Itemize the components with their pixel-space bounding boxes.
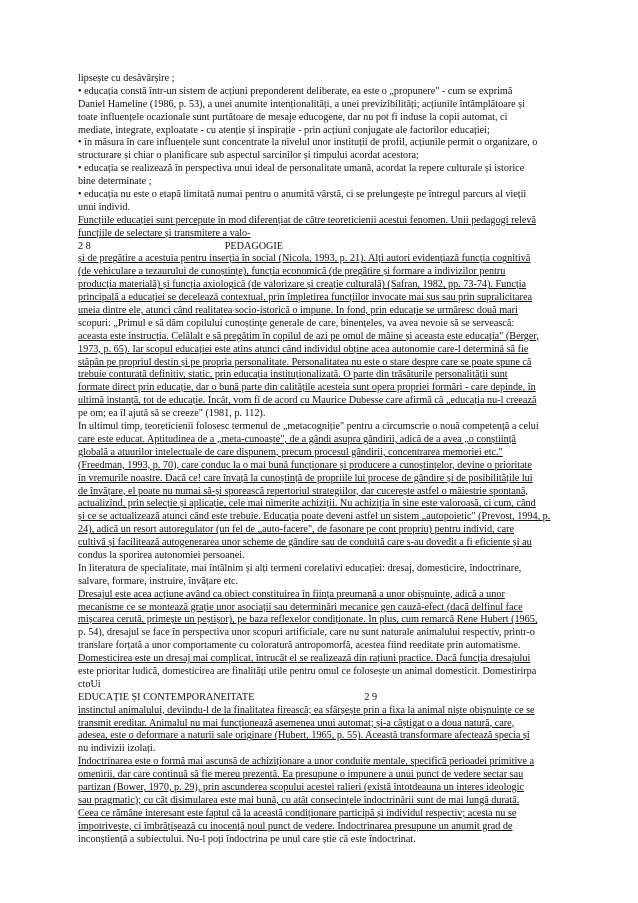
text-line: toate influențele ocazionale sunt purtătoare de mesaje educogene, dar nu pot fi induse la copii automat, ci — [78, 111, 508, 123]
text-line: translare forțată a unor comportamente cu coloratură antropomorfă, acestea fiind reeditate prin automatisme. — [78, 640, 521, 652]
text-line: • educația nu este o etapă limitată numai pentru o anumită vârstă, ci se prelungește pe întregul parcurs al vieții — [78, 189, 527, 201]
text-line: formate direct prin educație, dar o bună parte din calitățile acesteia sunt opera propriei formări - care depinde, în — [78, 382, 536, 394]
text-block-3 — [78, 705, 568, 847]
text-line: uneia dintre ele, atunci când realitatea socio-istorică o impune. În fond, prin educație se urmăresc două mari — [78, 305, 518, 317]
text-line: mișcarea cerută, primește un peștișor), pe baza reflexelor condiționate. În plus, cum remarcă Rene Hubert (1965, — [78, 614, 538, 626]
text-line: lipsește cu desăvârșire ; — [78, 73, 175, 84]
text-line: producția materială) și funcția axiologică (de valorizare și creație culturală) (Safran, 1982, pp. 73-74). Funcția — [78, 279, 527, 291]
text-line: trebuie conturată definitiv, static, prin educația instituționalizată. O parte din trăsăturile personalității sunt — [78, 369, 508, 381]
text-line: bine determinate ; — [78, 176, 152, 188]
text-line: actualizînd, prin selecție și aplicație, cele mai nimerite achiziții. Nu achiziția în sine este valoroasă, ci cum, când — [78, 498, 536, 510]
text-line: omenirii, dar care continuă să fie mereu prezentă. Ea presupune o impunere a unui punct de vedere sectar sau — [78, 769, 524, 781]
text-line: (Freedman, 1993, p. 70), care conduc la o mai bună funcționare și producere a cunoștințelor, devine o prioritate — [78, 459, 532, 471]
text-line: globală a atuurilor intelectuale de care dispunem, precum procesul gândirii, concentrarea memoriei etc." — [78, 446, 503, 458]
text-line: principală a educației se deceleazā contextual, prin împletirea funcțiilor invocate mai sus sau prin supralicitarea — [78, 292, 532, 304]
text-line: care este educat. Aptitudinea de a „meta-cunoaște", de a gândi asupra gândirii, adică de a avea „o conștiință — [78, 433, 517, 445]
text-line: 1973, p. 65). Iar scopul educației este atins atunci când individul obține acea autonomie care-l determină să fie — [78, 343, 529, 355]
text-line: condus la sporirea autonomiei persoanei. — [78, 549, 245, 561]
text-line: și de pregătire a acestuia pentru inserția în social (Nicola, 1993, p. 21). Alți autori evidențiază funcția cognitivă — [78, 253, 531, 265]
text-line: Dresajul este acea acțiune având ca obiect constituirea în ființa preumană a unor obișnuințe, adică a unor — [78, 588, 505, 600]
text-line: este prioritar ludică, domesticirea are finalități utile pentru omul ce folosește un animal domesticit. Domestirirpa — [78, 665, 537, 677]
text-line: instinctul animalului, deviindu-l de la finalitatea firească; ea sfârșește prin a fixa la animal niște obișnuințe ce se — [78, 704, 535, 716]
text-line: în vremurile noastre. Dacă ce! care învață la cunoștință de propriile lui procese de gândire și de posibilitățile lui — [78, 472, 533, 484]
text-line: de învățare, el poate nu numai să-și sporească repertoriul strategiilor, dar cucerește astfel o măiestrie spontană, — [78, 485, 528, 497]
text-line: • educația constă într-un sistem de acțiuni preponderent deliberate, ea este o „propunere" - cum se exprimă — [78, 85, 513, 97]
text-line: unui individ. — [78, 201, 131, 213]
text-line: stăpân pe propriul destin și pe propria personalitate. Personalitatea nu este o stare despre care se poate spune că — [78, 356, 532, 368]
text-line: mediate, integrate, exploatate - cu atenție și inspirație - prin acțiuni conjugate ale factorilor educației; — [78, 124, 490, 136]
text-line: În literatura de specialitate, mai întâlnim și alți termeni corelativi educației: dresaj, domesticire, îndoctrinare, — [78, 562, 522, 574]
text-line: adesea, este o deformare a naturii sale originare (Hubert, 1965, p. 55). Această transformare afectează specia și — [78, 730, 530, 742]
text-line: • în măsura în care influențele sunt concentrate la nivelul unor instituții de profil, acțiunile permit o organizare, o — [78, 137, 538, 149]
text-line: aceasta este instrucția. Celălalt e să pregătim în copilul de azi pe omul de mâine și aceasta este educația" (Berger, — [78, 330, 539, 342]
text-line: ctoUi — [78, 678, 101, 690]
document-page — [78, 73, 568, 846]
page-header-1 — [78, 241, 568, 254]
text-line: partizan (Bower, 1970, p. 29), prin ascunderea scopului acestei ralieri (există întotdeauna un interes ideologic — [78, 781, 524, 793]
text-line: Daniel Hameline (1986, p. 53), a unei anumite intenționalități, a unei previzibilități; acțiunile întâmplătoare și — [78, 98, 525, 110]
running-title: PEDAGOGIE — [224, 240, 284, 252]
text-line: structurare și chiar o planificare sub aspectul sarcinilor și timpului acordat acestora; — [78, 150, 419, 162]
text-line: funcțiile de selectare și transmitere a valo- — [78, 227, 251, 239]
text-line: 24), adică un resort autoregulator (un fel de „auto-facere", de fasonare pe cont propriu) pentru individ, care — [78, 524, 515, 536]
page-number: 2 8 — [78, 240, 91, 252]
text-line: Domesticirea este un dresaj mai complicat, întrucât el se realizează din rațiuni practice. Dacă funcția dresajului — [78, 653, 531, 665]
text-block-1 — [78, 73, 568, 241]
text-line: inconștiență a subiectului. Nu-l poți îndoctrina pe unul care știe că este îndoctrinat. — [78, 833, 416, 845]
text-line: pe om; ea îl ajută să se creeze" (1981, p. 112). — [78, 408, 266, 420]
page-number: 2 9 — [364, 691, 378, 703]
text-line: salvare, formare, instruire, învățare etc. — [78, 575, 239, 587]
text-line: și ce se actualizează atunci când este trebuie. Educația poate deveni astfel un sistem „autopoietic" (Prevost, 1994, p. — [78, 511, 551, 523]
text-line: sau pragmatic); cu cât disimularea este mai bună, cu atât consecințele îndoctrinării sunt de mai lungă durată. — [78, 794, 520, 806]
text-line: Funcțiile educației sunt percepute în mod diferențiat de către teoreticienii acestui fenomen. Unii pedagogi relevă — [78, 214, 536, 226]
text-block-2 — [78, 253, 568, 691]
text-line: • educația se realizează în perspectiva unui ideal de personalitate umană, acordat la repere culturale și istorice — [78, 163, 525, 175]
text-line: cultivă și facilitează autogenerarea unor scheme de gândire sau de conduită care s-au dovedit a fi eficiente și au — [78, 537, 532, 549]
running-title: EDUCAȚIE ȘI CONTEMPORANEITATE — [78, 691, 255, 703]
text-line: scopuri: „Primul e să dăm copilului cunoștințe generale de care, binențeles, va avea nevoie să se servească: — [78, 317, 515, 329]
text-line: (de vehiculare a tezaurului de cunoștințe), funcția economică (de pregătire și formare a indivizilor pentru — [78, 266, 506, 278]
text-line: ultimă instanță, tot de educație. Încât, vom fi de acord cu Maurice Dubesse care afirmă că „educația nu-l creează — [78, 395, 537, 407]
text-line: împotrivește, ci îmbrățișează cu inocență noul punct de vedere. Îndoctrinarea presupune un anumit grad de — [78, 820, 513, 832]
text-line: Ceea ce rămâne interesant este faptul că la această condiționare participă și individul respectiv; acesta nu se — [78, 807, 517, 819]
text-line: mecanisme ce se montează grație unor asociații sau determinări mecanice gen cauză-efect (dacă delfinul face — [78, 601, 523, 613]
text-line: p. 54), dresajul se face în perspectiva unor scopuri artificiale, care nu sunt naturale animalului respectiv, printr-o — [78, 627, 535, 639]
text-line: nu indivizii izolați. — [78, 743, 156, 755]
text-line: În ultimul timp, teoreticienii folosesc termenul de „metacogniție" pentru a circumscrie o nouă competență a celui — [78, 421, 539, 433]
page-header-2 — [78, 692, 568, 705]
text-line: transmit ereditar. Animalul nu mai funcționează asemenea unui automat; și-a câștigat o a doua natură, care, — [78, 717, 515, 729]
text-line: Îndoctrinarea este o formă mai ascunsă de achiziționare a unor conduite mentale, specifică perioadei primitive a — [78, 756, 534, 768]
